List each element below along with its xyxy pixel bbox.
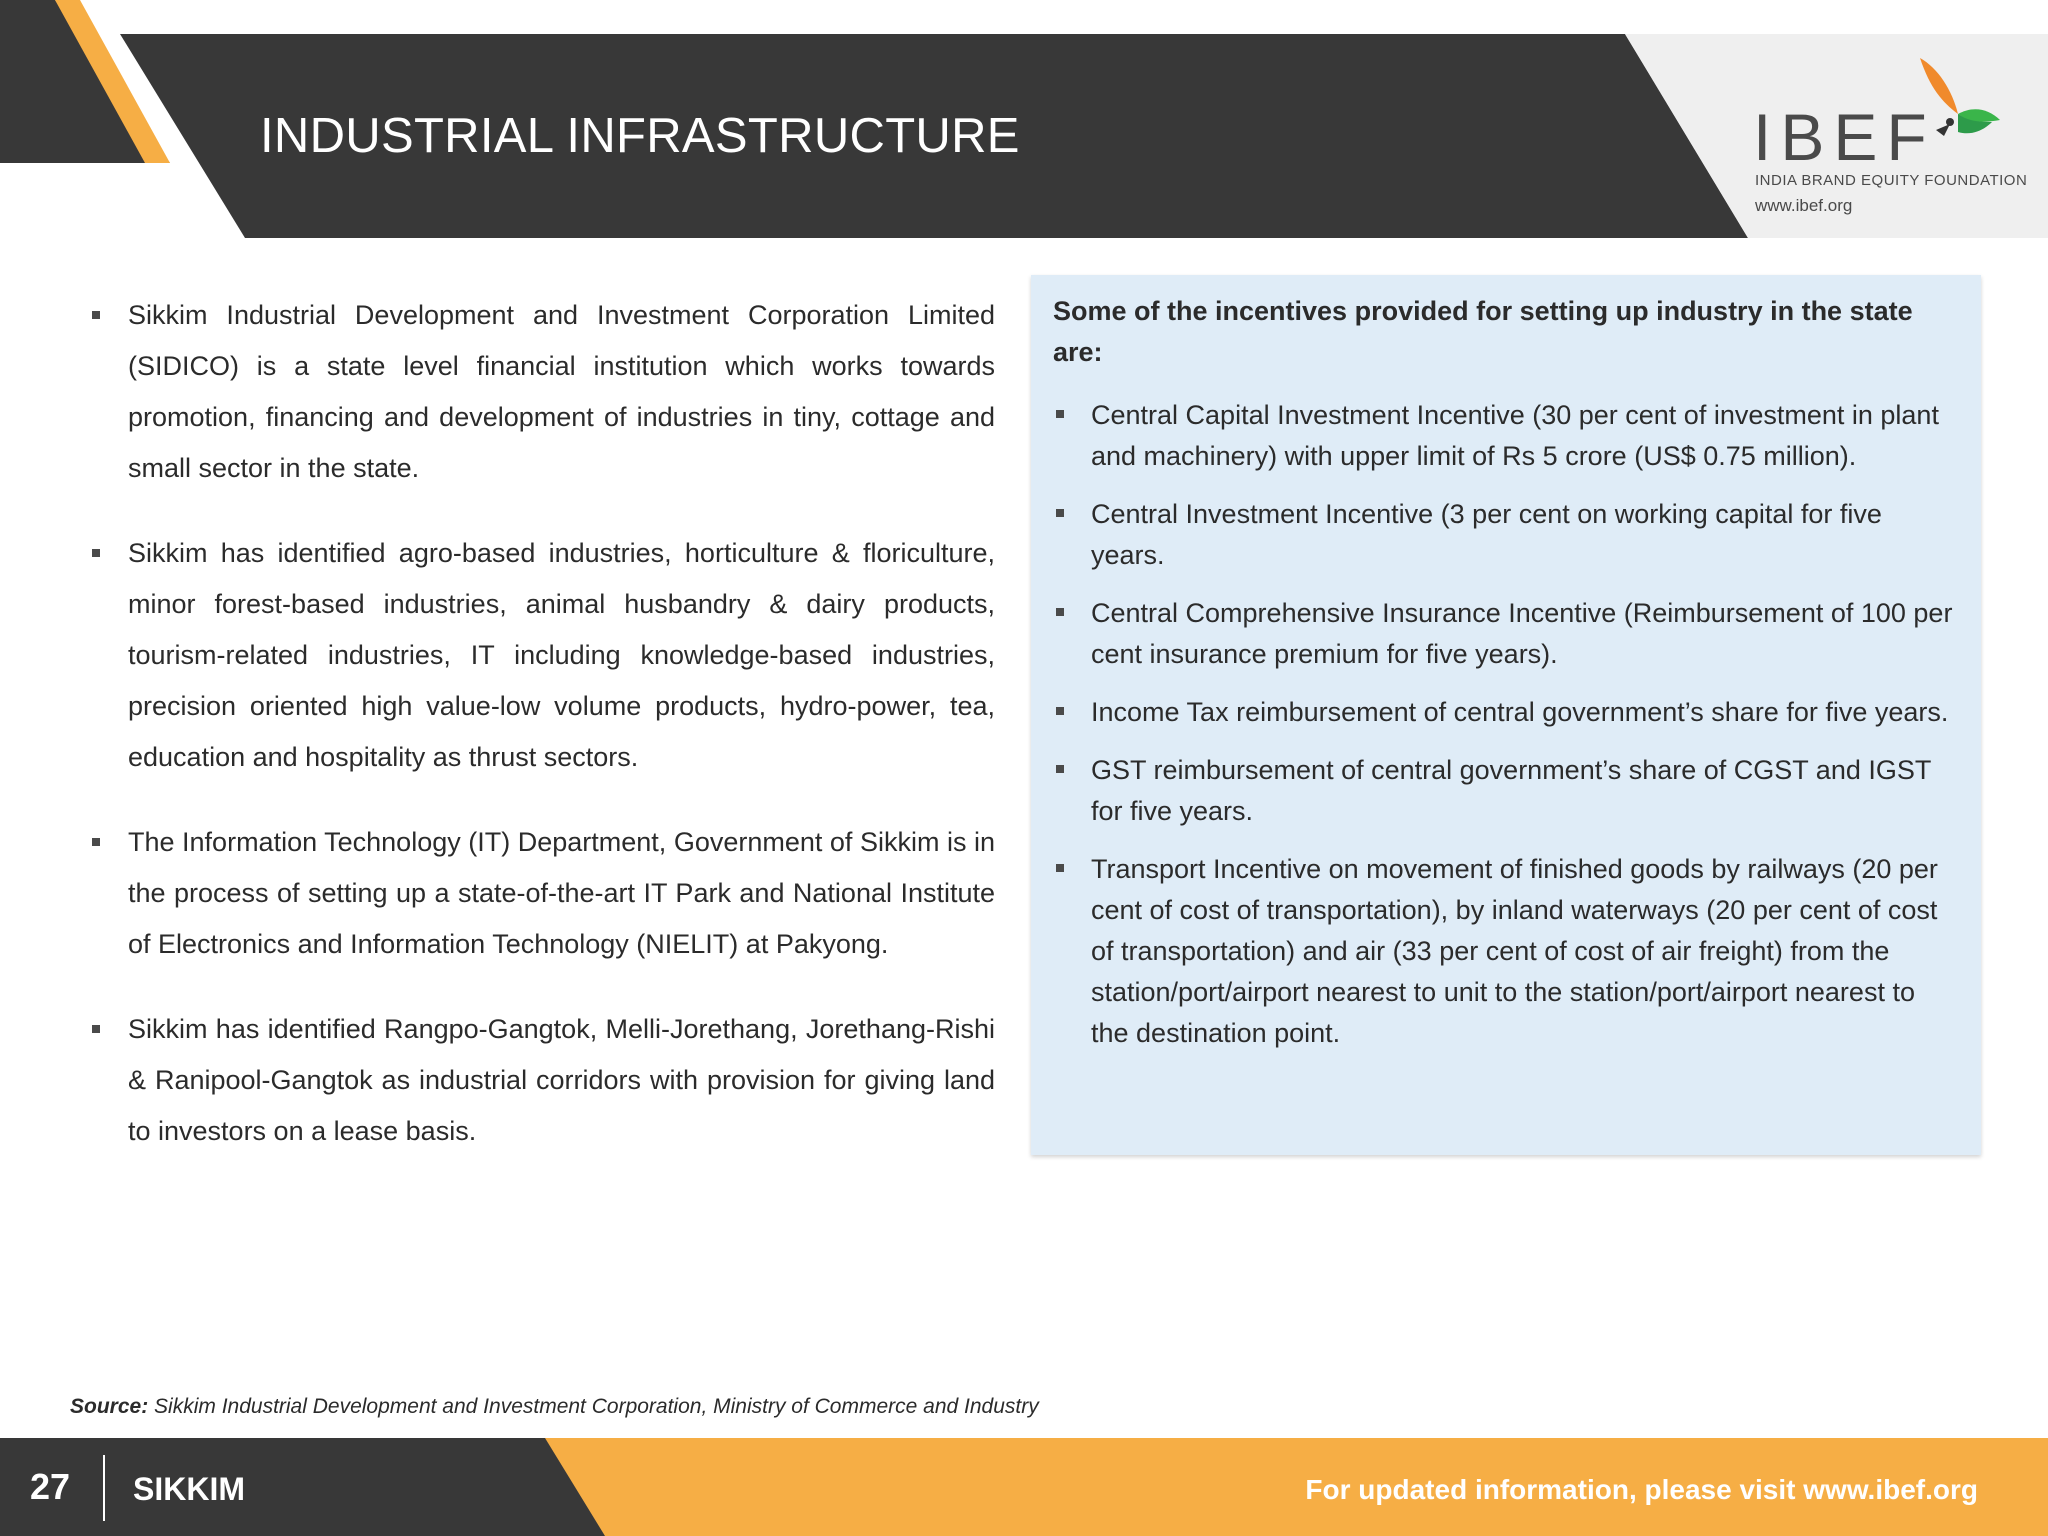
logo-tagline: INDIA BRAND EQUITY FOUNDATION — [1755, 172, 2028, 189]
logo-url[interactable]: www.ibef.org — [1755, 196, 1853, 215]
source-note — [70, 1395, 1039, 1419]
source-label: Source: — [70, 1395, 149, 1418]
list-item — [90, 290, 995, 494]
square-bullet-icon — [92, 549, 100, 557]
source-text: Sikkim Industrial Development and Investment Corporation, Ministry of Commerce and Industry — [154, 1395, 1039, 1418]
square-bullet-icon — [1056, 608, 1064, 616]
list-item-text: Sikkim has identified Rangpo-Gangtok, Melli-Jorethang, Jorethang-Rishi & Ranipool-Gangtok as industrial corridors with provision for giving land to investors on a lease basis. — [128, 1014, 995, 1146]
page-title: INDUSTRIAL INFRASTRUCTURE — [260, 109, 1020, 163]
list-item — [1053, 494, 1959, 576]
left-content — [90, 290, 995, 1191]
ibef-logo — [1740, 50, 2040, 230]
square-bullet-icon — [1056, 864, 1064, 872]
square-bullet-icon — [1056, 410, 1064, 418]
incentives-box — [1031, 275, 1981, 1155]
logo-wordmark: IBEF — [1753, 100, 1936, 174]
square-bullet-icon — [92, 311, 100, 319]
list-item-text: The Information Technology (IT) Department, Government of Sikkim is in the process of setting up a state-of-the-art IT Park and National Institute of Electronics and Information Technology (NIELIT) at Pakyong. — [128, 827, 995, 959]
list-item — [1053, 750, 1959, 832]
list-item — [1053, 395, 1959, 477]
list-item-text: Sikkim has identified agro-based industries, horticulture & floriculture, minor forest-based industries, animal husbandry & dairy products, tourism-related industries, IT including knowledge-based industries, precision oriented high value-low volume products, hydro-power, tea, education and hospitality as thrust sectors. — [128, 538, 995, 772]
square-bullet-icon — [92, 838, 100, 846]
list-item — [90, 1004, 995, 1157]
square-bullet-icon — [1056, 509, 1064, 517]
list-item — [90, 817, 995, 970]
list-item-text: Central Capital Investment Incentive (30 per cent of investment in plant and machinery) with upper limit of Rs 5 crore (US$ 0.75 million). — [1091, 400, 1939, 471]
list-item-text: Central Investment Incentive (3 per cent on working capital for five years. — [1091, 499, 1882, 570]
page-number: 27 — [30, 1466, 71, 1507]
square-bullet-icon — [92, 1025, 100, 1033]
list-item-text: Sikkim Industrial Development and Investment Corporation Limited (SIDICO) is a state level financial institution which works towards promotion, financing and development of industries in tiny, cottage and small sector in the state. — [128, 300, 995, 483]
footer-dark-block — [0, 1438, 605, 1536]
incentives-heading: Some of the incentives provided for setting up industry in the state are: — [1053, 296, 1913, 367]
list-item — [90, 528, 995, 783]
footer-divider — [103, 1455, 105, 1521]
list-item-text: Transport Incentive on movement of finished goods by railways (20 per cent of cost of transportation), by inland waterways (20 per cent of cost of transportation) and air (33 per cent of cost of air freight) from the station/port/airport nearest to unit to the station/port/airport nearest to the destination point. — [1091, 854, 1938, 1048]
square-bullet-icon — [1056, 765, 1064, 773]
square-bullet-icon — [1056, 707, 1064, 715]
list-item-text: GST reimbursement of central government’s share of CGST and IGST for five years. — [1091, 755, 1931, 826]
list-item — [1053, 593, 1959, 675]
list-item-text: Central Comprehensive Insurance Incentive (Reimbursement of 100 per cent insurance premium for five years). — [1091, 598, 1953, 669]
footer-website-note[interactable]: For updated information, please visit www.ibef.org — [1305, 1474, 1978, 1505]
list-item-text: Income Tax reimbursement of central government’s share for five years. — [1091, 697, 1949, 727]
state-name: SIKKIM — [133, 1471, 245, 1507]
list-item — [1053, 849, 1959, 1054]
list-item — [1053, 692, 1959, 733]
left-bullet-list — [90, 290, 995, 1157]
incentives-list — [1053, 395, 1959, 1054]
